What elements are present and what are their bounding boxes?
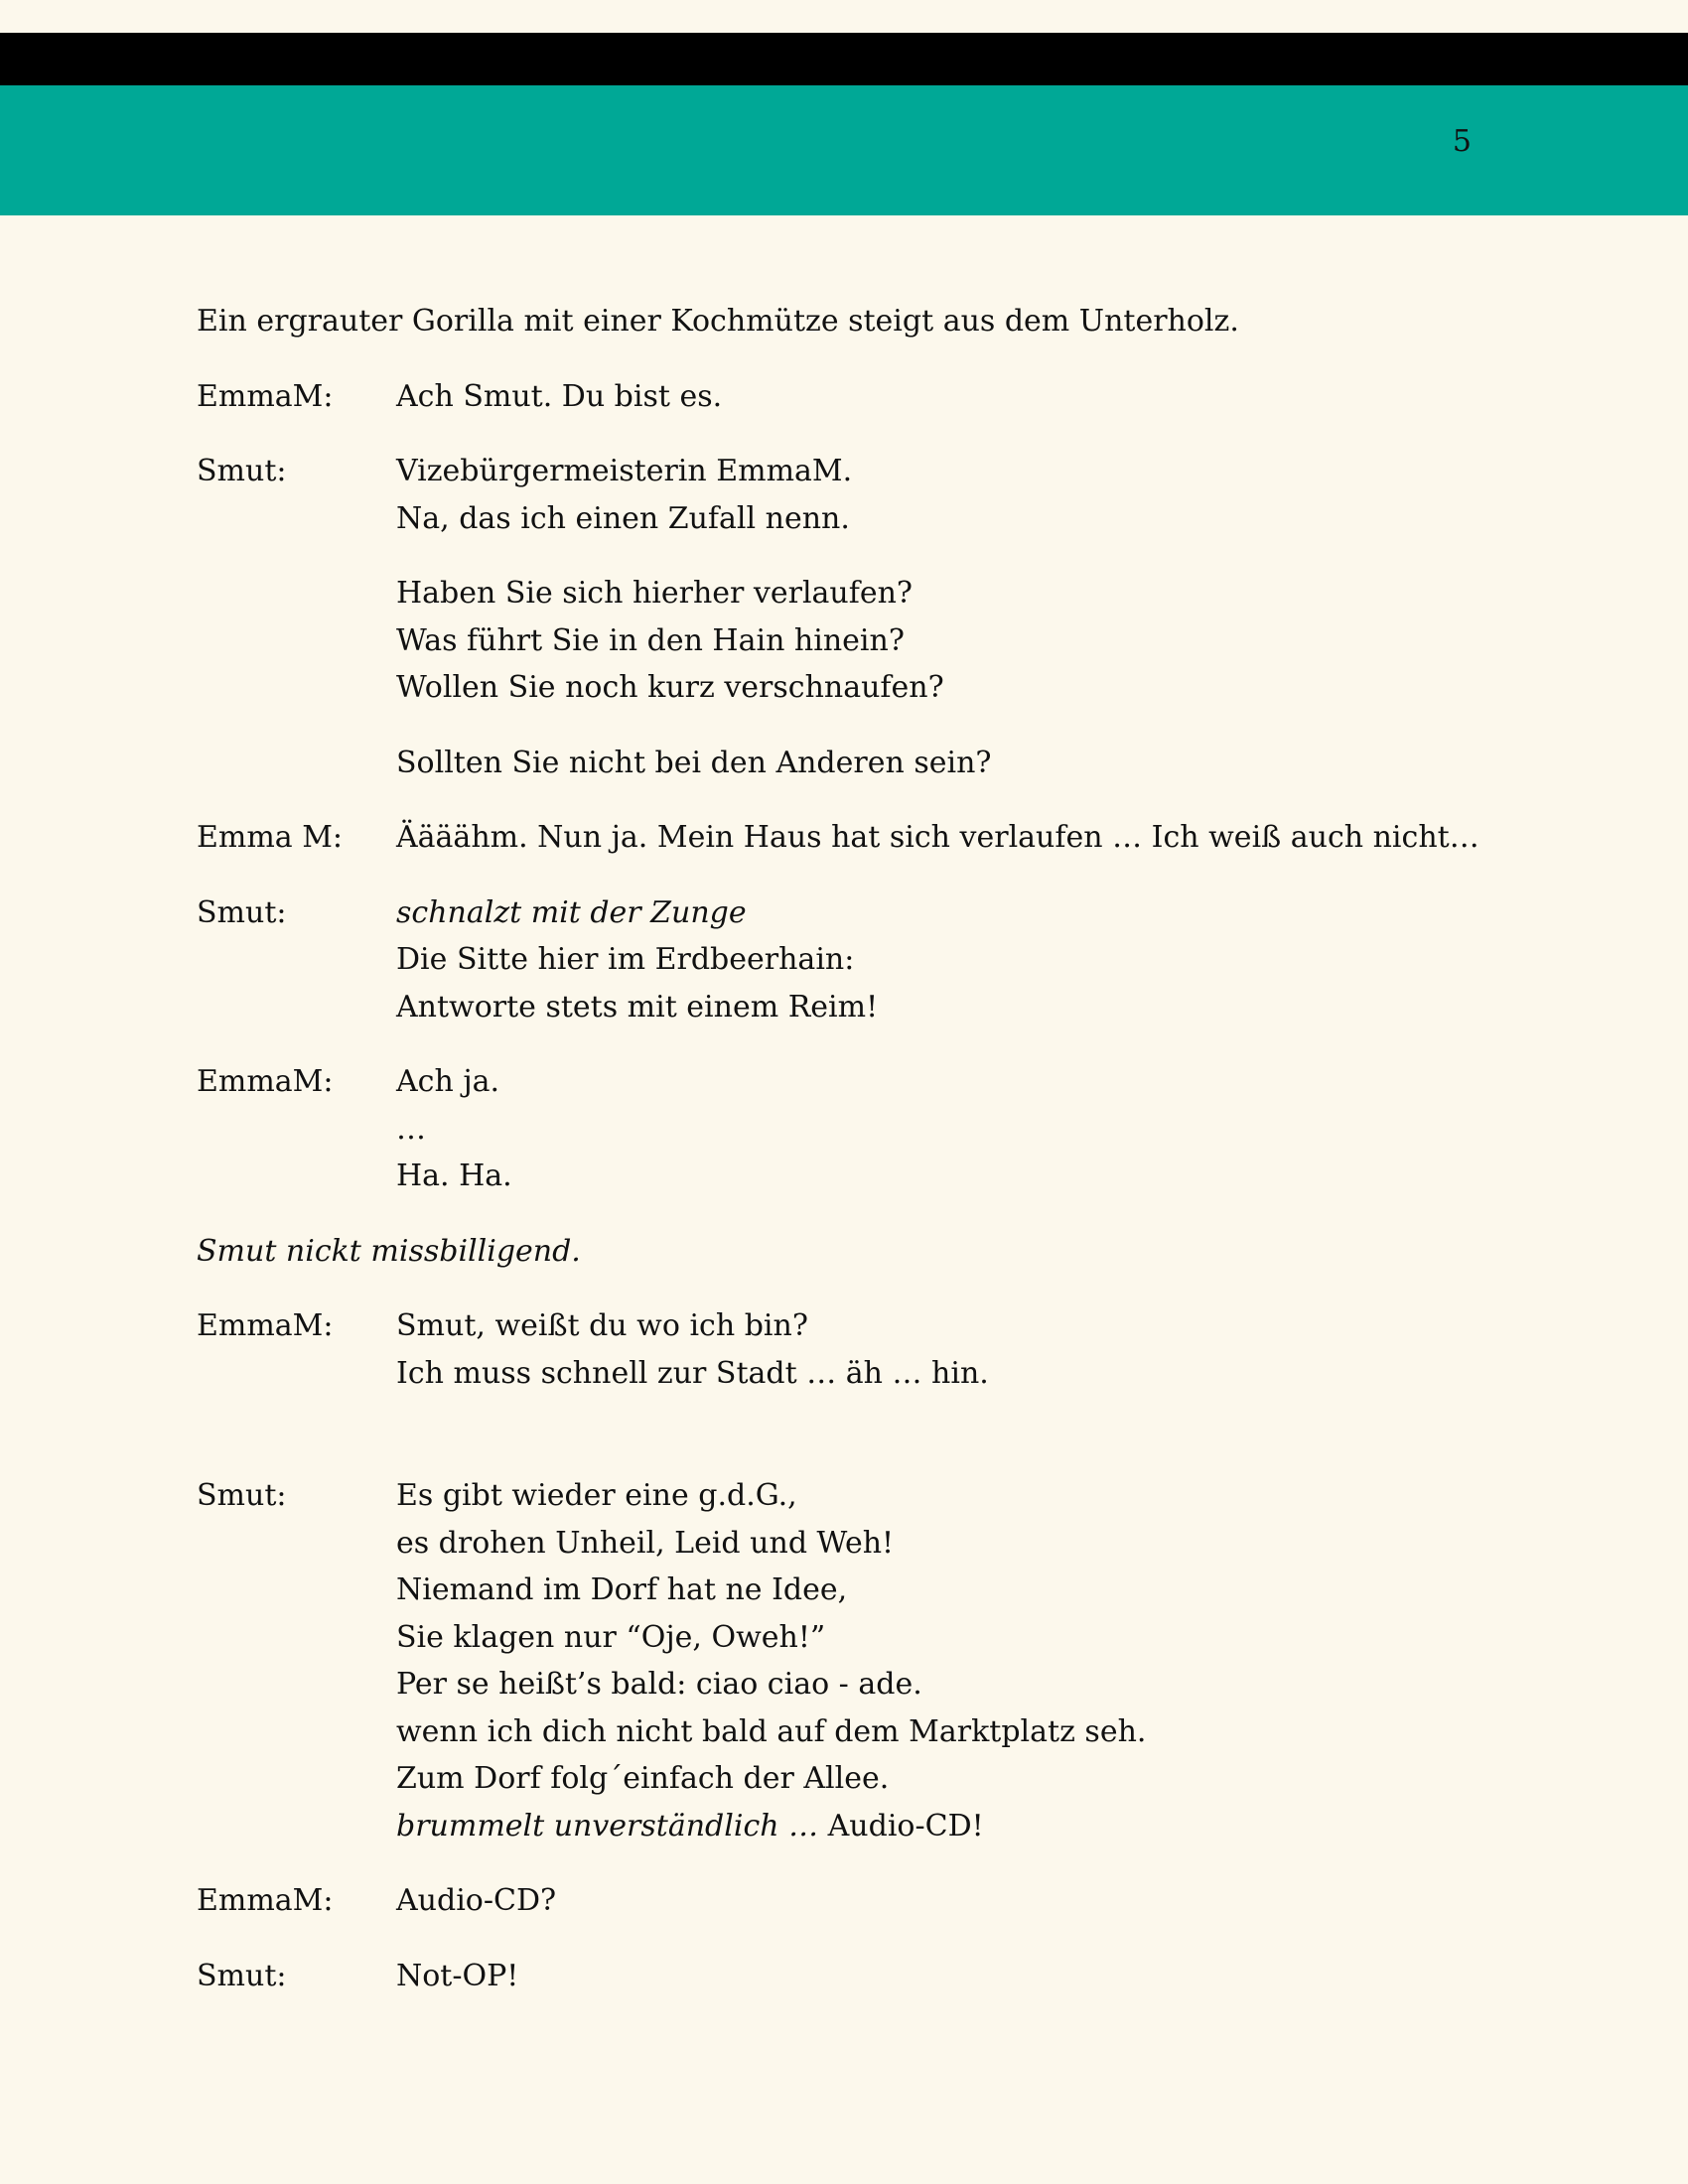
- speech-lines: [396, 814, 1507, 862]
- speech-line: Vizebürgermeisterin EmmaM.: [396, 454, 853, 488]
- speech-lines: [396, 448, 1507, 786]
- speech-line: Not-OP!: [396, 1958, 519, 1993]
- speech-line: wenn ich dich nicht bald auf dem Marktplatz seh.: [396, 1713, 1147, 1749]
- speaker-name: Smut:: [197, 894, 287, 930]
- speech-block: [197, 889, 1507, 1031]
- speech-block: [197, 373, 1507, 421]
- speech-line: Niemand im Dorf hat ne Idee,: [396, 1572, 848, 1607]
- speech-lines: [396, 889, 1507, 1031]
- speech-line: Na, das ich einen Zufall nenn.: [396, 500, 850, 536]
- speech-block: [197, 1302, 1507, 1397]
- header-band: [0, 85, 1688, 215]
- speaker-name: EmmaM:: [197, 378, 334, 414]
- speech-block: [197, 1472, 1507, 1849]
- speech-line: es drohen Unheil, Leid und Weh!: [396, 1525, 895, 1561]
- speech-line: Smut, weißt du wo ich bin?: [396, 1308, 808, 1343]
- speaker-name: EmmaM:: [197, 1883, 334, 1918]
- speech-line: Antworte stets mit einem Reim!: [396, 989, 879, 1024]
- speaker-name: EmmaM:: [197, 1064, 334, 1099]
- speech-line: Sie klagen nur “Oje, Oweh!”: [396, 1619, 826, 1655]
- page-number: 5: [1452, 124, 1472, 159]
- speech-lines: [396, 1953, 1507, 2000]
- speech-lines: [396, 1877, 1507, 1925]
- top-black-bar: [0, 33, 1688, 85]
- speech-line: Haben Sie sich hierher verlaufen?: [396, 576, 914, 611]
- speech-lines: [396, 1302, 1507, 1397]
- speaker-name: Smut:: [197, 1958, 287, 1993]
- speech-line: Sollten Sie nicht bei den Anderen sein?: [396, 745, 992, 780]
- speech-line: …: [396, 1111, 426, 1147]
- speech-lines: [396, 373, 1507, 421]
- speech-block: [197, 1877, 1507, 1925]
- speech-line: Ach ja.: [396, 1064, 500, 1099]
- speech-block: [197, 814, 1507, 862]
- speech-line: Ha. Ha.: [396, 1159, 512, 1193]
- speech-text: Audio-CD!: [818, 1808, 984, 1843]
- speech-line: Per se heißt’s bald: ciao ciao - ade.: [396, 1667, 922, 1702]
- speech-line: Wollen Sie noch kurz verschnaufen?: [396, 670, 944, 705]
- stage-direction-inline: schnalzt mit der Zunge: [396, 894, 747, 930]
- speech-line: Zum Dorf folg´einfach der Allee.: [396, 1761, 890, 1796]
- speech-block: [197, 1058, 1507, 1200]
- stage-direction: Smut nickt missbilligend.: [197, 1233, 581, 1269]
- speech-line-mixed: [396, 1803, 1507, 1850]
- speech-line: Äääähm. Nun ja. Mein Haus hat sich verlaufen … Ich weiß auch nicht…: [396, 820, 1479, 855]
- speech-block: [197, 1953, 1507, 2000]
- speech-line: Was führt Sie in den Hain hinein?: [396, 622, 905, 658]
- speaker-name: Smut:: [197, 454, 287, 488]
- speech-block: [197, 448, 1507, 786]
- script-body: [197, 298, 1507, 2027]
- speech-line: Audio-CD?: [396, 1883, 557, 1918]
- speech-line: Ich muss schnell zur Stadt … äh … hin.: [396, 1355, 989, 1391]
- speech-line: Es gibt wieder eine g.d.G.,: [396, 1478, 797, 1513]
- stanza: [396, 448, 1507, 542]
- speech-lines: [396, 1058, 1507, 1200]
- stanza: [396, 570, 1507, 712]
- speech-line: Ach Smut. Du bist es.: [396, 378, 723, 414]
- speaker-name: EmmaM:: [197, 1308, 334, 1343]
- speaker-name: Smut:: [197, 1478, 287, 1513]
- speech-lines: [396, 1472, 1507, 1849]
- stanza: [396, 740, 1507, 787]
- speaker-name: Emma M:: [197, 820, 344, 855]
- speech-line: Die Sitte hier im Erdbeerhain:: [396, 942, 855, 977]
- stage-direction: Ein ergrauter Gorilla mit einer Kochmütze steigt aus dem Unterholz.: [197, 304, 1239, 339]
- stage-direction-inline: brummelt unverständlich …: [396, 1808, 819, 1843]
